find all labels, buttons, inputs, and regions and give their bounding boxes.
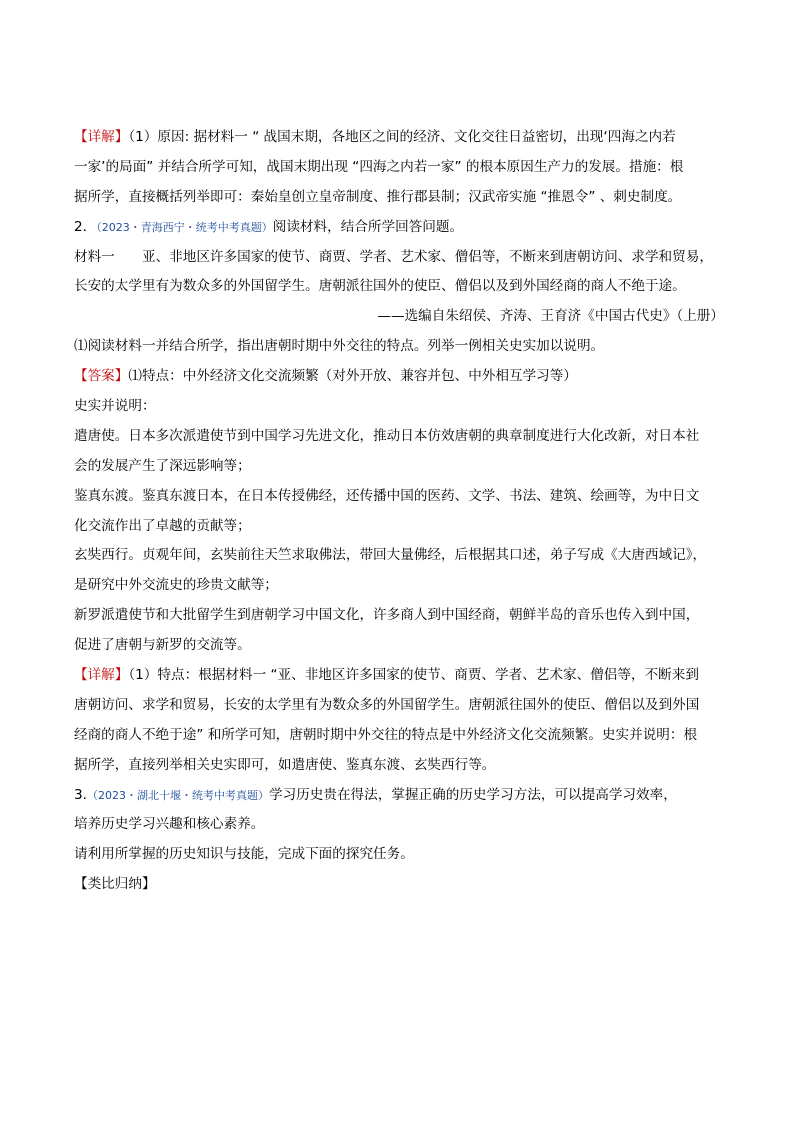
detail-paragraph-2-line: 经商的商人不绝于途” 和所学可知，唐朝时期中外交往的特点是中外经济文化交流频繁。史实并说明：根 xyxy=(74,726,698,743)
fact-line: 化交流作出了卓越的贡献等； xyxy=(74,517,251,534)
detail-paragraph-1-line: 据所学，直接概括列举即可：秦始皇创立皇帝制度、推行郡县制；汉武帝实施 “推恩令” 、刺史制度。 xyxy=(74,188,682,205)
detail-paragraph-1-line xyxy=(74,126,724,148)
source-open: （ xyxy=(96,220,102,234)
document-content xyxy=(74,126,724,903)
source-close: ） xyxy=(261,220,273,234)
detail-text: （1）特点：根据材料一 “亚、非地区许多国家的使节、商贾、学者、艺术家、僧侣等，不断来到 xyxy=(128,667,699,684)
detail-paragraph-2-line: 据所学，直接列举相关史实即可，如遣唐使、鉴真东渡、玄奘西行等。 xyxy=(74,756,496,773)
material-line: 长安的太学里有为数众多的外国留学生。唐朝派往国外的使臣、僧侣以及到外国经商的商人不绝于途。 xyxy=(74,278,686,295)
fact-line: 会的发展产生了深远影响等； xyxy=(74,457,251,474)
material-citation: ——选编自朱绍侯、齐涛、王育济《中国古代史》（上册） xyxy=(377,308,724,325)
answer-text: ⑴特点：中外经济文化交流频繁（对外开放、兼容并包、中外相互学习等） xyxy=(128,368,577,385)
section-heading: 【类比归纳】 xyxy=(74,876,156,893)
question-prompt: ⑴阅读材料一并结合所学，指出唐朝时期中外交往的特点。列举一例相关史实加以说明。 xyxy=(74,338,605,355)
detail-text: （1）原因: 据材料一 “ 战国末期，各地区之间的经济、文化交往日益密切，出现‘四海之内若 xyxy=(128,129,676,145)
question-number: 3. xyxy=(74,786,87,803)
fact-line: 玄奘西行。贞观年间，玄奘前往天竺求取佛法，带回大量佛经，后根据其口述，弟子写成《大唐西域记》， xyxy=(74,547,707,564)
answer-line xyxy=(74,365,724,387)
material-text: 亚、非地区许多国家的使节、商贾、学者、艺术家、僧侣等，不断来到唐朝访问、求学和贸易， xyxy=(142,248,713,265)
material-label: 材料一 xyxy=(74,248,115,265)
material-line xyxy=(74,246,724,268)
detail-tag: 【详解】 xyxy=(74,129,129,145)
question-source: 2023・湖北十堰・统考中考真题 xyxy=(97,788,258,802)
fact-line: 鉴真东渡。鉴真东渡日本，在日本传授佛经，还传播中国的医药、文学、书法、建筑、绘画等，为中日文 xyxy=(74,487,700,504)
fact-line: 是研究中外交流史的珍贵文献等； xyxy=(74,577,278,594)
source-close: ） xyxy=(257,788,269,802)
question-source: 2023・青海西宁・统考中考真题 xyxy=(101,220,262,234)
answer-tag: 【答案】 xyxy=(74,368,129,385)
detail-paragraph-2-line: 唐朝访问、求学和贸易，长安的太学里有为数众多的外国留学生。唐朝派往国外的使臣、僧侣以及到外国 xyxy=(74,696,700,713)
question-3-header xyxy=(74,784,724,806)
question-2-header xyxy=(74,216,724,238)
detail-tag: 【详解】 xyxy=(74,667,129,684)
fact-line: 新罗派遣使节和大批留学生到唐朝学习中国文化，许多商人到中国经商，朝鲜半岛的音乐也传入到中国， xyxy=(74,607,700,624)
detail-paragraph-2-line xyxy=(74,664,724,686)
source-open: （ xyxy=(86,788,98,802)
fact-line: 促进了唐朝与新罗的交流等。 xyxy=(74,637,251,654)
detail-paragraph-1-line: 一家’的局面” 并结合所学可知，战国末期出现 “四海之内若一家” 的根本原因生产力的发展。措施：根 xyxy=(74,158,684,175)
fact-line: 遣唐使。日本多次派遣使节到中国学习先进文化，推动日本仿效唐朝的典章制度进行大化改新，对日本社 xyxy=(74,427,700,444)
question-3-line: 培养历史学习兴趣和核心素养。 xyxy=(74,816,265,833)
question-text: 阅读材料，结合所学回答问题。 xyxy=(272,218,464,235)
question-3-line: 请利用所掌握的历史知识与技能，完成下面的探究任务。 xyxy=(74,846,414,863)
question-text: 学习历史贵在得法，掌握正确的历史学习方法，可以提高学习效率， xyxy=(268,786,677,803)
question-number: 2． xyxy=(74,218,97,235)
facts-label: 史实并说明： xyxy=(74,398,156,415)
